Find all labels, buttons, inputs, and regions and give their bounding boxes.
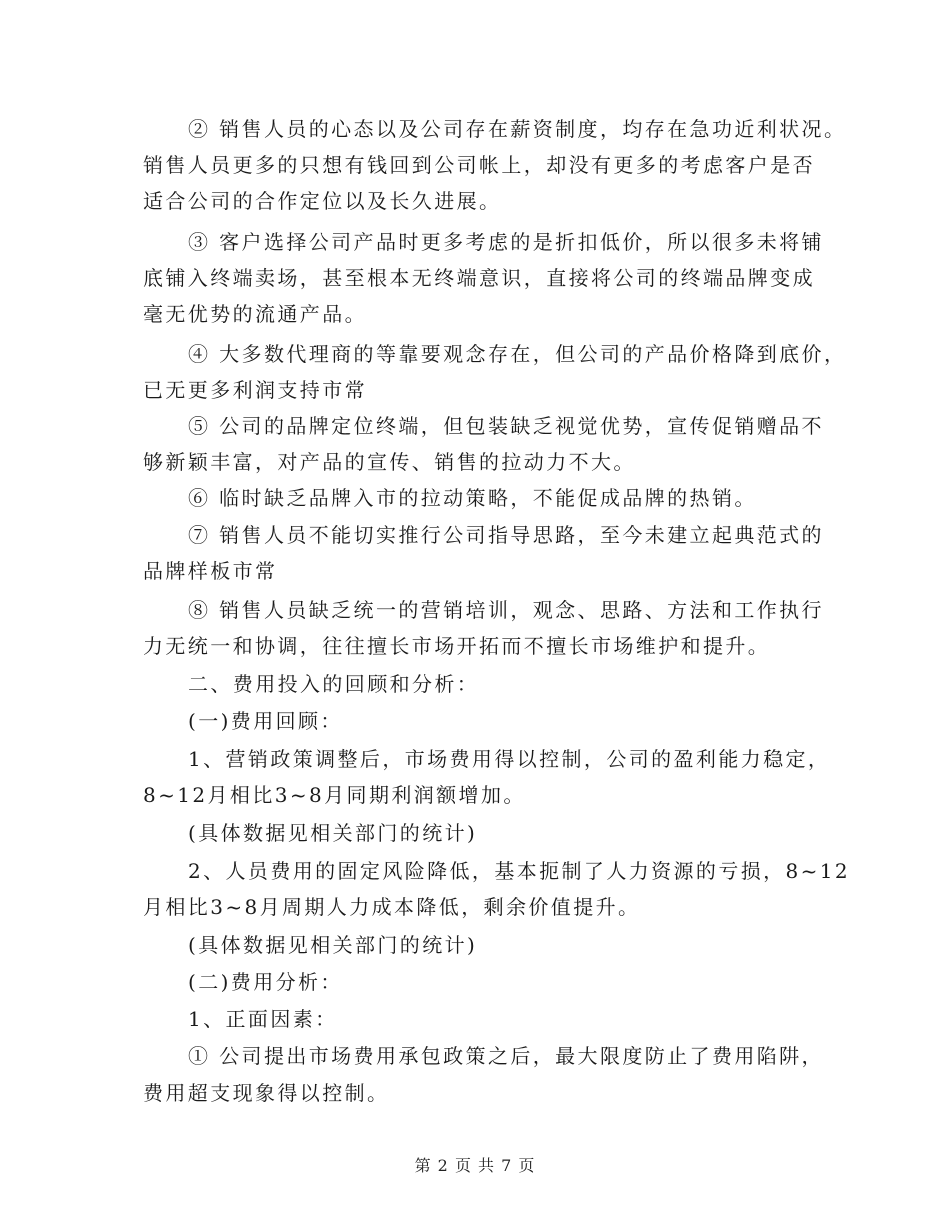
paragraph-line: ① 公司提出市场费用承包政策之后，最大限度防止了费用陷阱， <box>188 1044 824 1068</box>
paragraph-line: (具体数据见相关部门的统计) <box>188 933 478 957</box>
paragraph-line: ② 销售人员的心态以及公司存在薪资制度，均存在急功近利状况。 <box>188 117 847 141</box>
paragraph-line: 2、人员费用的固定风险降低，基本扼制了人力资源的亏损，8~12 <box>188 859 851 883</box>
paragraph-line: 够新颖丰富，对产品的宣传、销售的拉动力不大。 <box>143 450 636 474</box>
paragraph-line: 月相比3~8月周期人力成本降低，剩余价值提升。 <box>143 895 641 919</box>
paragraph-line: ④ 大多数代理商的等靠要观念存在，但公司的产品价格降到底价， <box>188 342 847 366</box>
paragraph-line: 底铺入终端卖场，甚至根本无终端意识，直接将公司的终端品牌变成 <box>143 266 815 290</box>
page-footer: 第 2 页 共 7 页 <box>414 1156 536 1175</box>
paragraph-line: ⑥ 临时缺乏品牌入市的拉动策略，不能促成品牌的热销。 <box>188 486 757 510</box>
paragraph-line: 销售人员更多的只想有钱回到公司帐上，却没有更多的考虑客户是否 <box>143 153 815 177</box>
paragraph-line: 8~12月相比3~8月同期利润额增加。 <box>143 783 526 807</box>
paragraph-line: ⑧ 销售人员缺乏统一的营销培训，观念、思路、方法和工作执行 <box>188 598 824 622</box>
subsection-heading: (一)费用回顾： <box>188 709 343 733</box>
paragraph-line: 适合公司的合作定位以及长久进展。 <box>143 189 502 213</box>
paragraph-line: 1、营销政策调整后，市场费用得以控制，公司的盈利能力稳定， <box>188 747 831 771</box>
paragraph-line: 力无统一和协调，往往擅长市场开拓而不擅长市场维护和提升。 <box>143 634 771 658</box>
paragraph-line: 费用超支现象得以控制。 <box>143 1081 390 1105</box>
paragraph-line: 已无更多利润支持市常 <box>143 378 367 402</box>
section-heading: 二、费用投入的回顾和分析： <box>188 672 480 696</box>
paragraph-line: ⑤ 公司的品牌定位终端，但包装缺乏视觉优势，宣传促销赠品不 <box>188 414 824 438</box>
paragraph-line: ③ 客户选择公司产品时更多考虑的是折扣低价，所以很多未将铺 <box>188 230 824 254</box>
paragraph-line: (具体数据见相关部门的统计) <box>188 821 478 845</box>
subsection-heading: (二)费用分析： <box>188 970 343 994</box>
paragraph-line: 品牌样板市常 <box>143 559 278 583</box>
paragraph-line: 1、正面因素： <box>188 1007 338 1031</box>
paragraph-line: 毫无优势的流通产品。 <box>143 302 367 326</box>
paragraph-line: ⑦ 销售人员不能切实推行公司指导思路，至今未建立起典范式的 <box>188 523 824 547</box>
